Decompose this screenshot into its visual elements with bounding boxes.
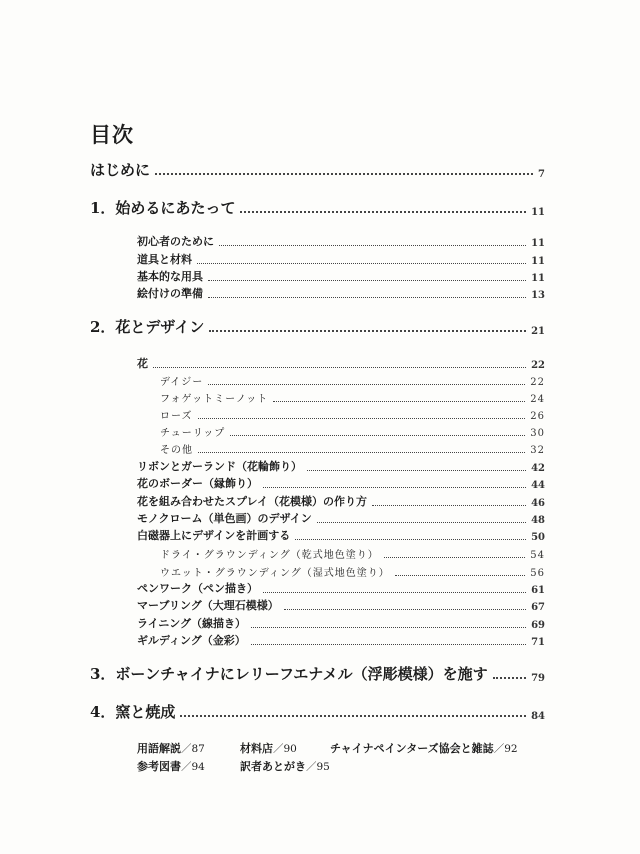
leader-dots xyxy=(251,644,526,645)
toc-entry xyxy=(137,598,545,613)
leader-dots xyxy=(180,715,526,717)
leader-dots xyxy=(273,401,525,402)
appendix-separator: ／ xyxy=(493,743,505,755)
toc-entry xyxy=(137,252,545,267)
appendix-label: チャイナペインターズ協会と雑誌 xyxy=(330,742,494,755)
entry-label: その他 xyxy=(160,445,193,456)
toc-entry xyxy=(137,511,545,526)
leader-dots xyxy=(307,470,526,471)
page-number: 26 xyxy=(530,411,545,422)
entry-label: モノクローム（単色画）のデザイン xyxy=(137,512,312,525)
appendix-entry xyxy=(137,758,205,774)
leader-dots xyxy=(384,557,526,558)
page-number: 22 xyxy=(530,377,545,388)
toc-entry xyxy=(137,286,545,301)
page-number: 11 xyxy=(531,238,545,249)
toc-entry-intro xyxy=(90,160,545,180)
appendix-page: 87 xyxy=(191,743,205,755)
appendix-entry xyxy=(330,740,518,756)
page-number: 24 xyxy=(530,394,545,405)
entry-label: ドライ・グラウンディング（乾式地色塗り） xyxy=(160,550,379,561)
leader-dots xyxy=(197,263,526,264)
leader-dots xyxy=(251,627,526,628)
toc-entry xyxy=(137,581,545,596)
page-number: 54 xyxy=(530,550,545,561)
chapter-label: 3．ボーンチャイナにレリーフエナメル（浮彫模様）を施す xyxy=(90,665,488,683)
toc-entry xyxy=(137,476,545,491)
page-number: 71 xyxy=(531,637,545,648)
toc-subentry xyxy=(160,441,545,456)
chapter-label: 4．窯と焼成 xyxy=(90,703,176,721)
toc-chapter-3 xyxy=(90,664,545,684)
leader-dots xyxy=(155,173,533,175)
page-number: 42 xyxy=(531,463,545,474)
toc-entry xyxy=(137,633,545,648)
appendix-separator: ／ xyxy=(181,761,192,773)
appendix-page: 92 xyxy=(504,743,518,755)
entry-label: チューリップ xyxy=(160,428,226,439)
appendix-page: 94 xyxy=(191,761,205,773)
toc-subentry xyxy=(160,564,545,579)
page-number: 11 xyxy=(531,256,545,267)
leader-dots xyxy=(208,384,525,385)
page-number: 84 xyxy=(531,711,545,722)
leader-dots xyxy=(209,330,526,332)
toc-entry xyxy=(137,616,545,631)
toc-entry xyxy=(137,234,545,249)
page-number: 22 xyxy=(531,360,545,371)
page-number: 79 xyxy=(531,673,545,684)
toc-subentry xyxy=(160,546,545,561)
leader-dots xyxy=(372,505,526,506)
entry-label: 道具と材料 xyxy=(137,253,192,266)
appendix-separator: ／ xyxy=(273,743,284,755)
entry-label: 初心者のために xyxy=(137,235,214,248)
leader-dots xyxy=(493,677,526,679)
page-number: 48 xyxy=(531,515,545,526)
page-number: 11 xyxy=(531,207,545,218)
leader-dots xyxy=(208,297,526,298)
entry-label: 白磁器上にデザインを計画する xyxy=(137,529,291,542)
leader-dots xyxy=(153,367,526,368)
entry-label: 花を組み合わせたスプレイ（花模様）の作り方 xyxy=(137,495,368,508)
leader-dots xyxy=(263,487,526,488)
entry-label: はじめに xyxy=(90,161,151,179)
page-number: 44 xyxy=(531,480,545,491)
entry-label: フォゲットミーノット xyxy=(160,394,269,405)
page-number: 13 xyxy=(531,290,545,301)
toc-entry xyxy=(137,269,545,284)
toc-entry xyxy=(137,528,545,543)
appendix-separator: ／ xyxy=(306,761,317,773)
appendix-label: 用語解説 xyxy=(137,742,181,755)
entry-label: マーブリング（大理石模様） xyxy=(137,599,279,612)
page-number: 56 xyxy=(530,568,545,579)
leader-dots xyxy=(198,452,525,453)
page-number: 21 xyxy=(531,326,545,337)
toc-subentry xyxy=(160,407,545,422)
toc-subentry xyxy=(160,390,545,405)
entry-label: ペンワーク（ペン描き） xyxy=(137,582,258,595)
appendix-page: 90 xyxy=(283,743,297,755)
page-number: 46 xyxy=(531,498,545,509)
toc-chapter-2 xyxy=(90,317,545,337)
leader-dots xyxy=(284,609,526,610)
entry-label: ローズ xyxy=(160,411,193,422)
toc-subentry xyxy=(160,373,545,388)
appendix-label: 参考図書 xyxy=(137,760,181,773)
toc-chapter-4 xyxy=(90,702,545,722)
leader-dots xyxy=(295,539,526,540)
page-number: 11 xyxy=(531,273,545,284)
toc-subentry xyxy=(160,424,545,439)
leader-dots xyxy=(240,211,526,213)
page-number: 32 xyxy=(530,445,545,456)
page-number: 7 xyxy=(538,169,545,180)
entry-label: ライニング（線描き） xyxy=(137,617,247,630)
leader-dots xyxy=(208,280,526,281)
entry-label: 絵付けの準備 xyxy=(137,287,203,300)
page-number: 67 xyxy=(531,602,545,613)
leader-dots xyxy=(219,245,526,246)
appendix-page: 95 xyxy=(316,761,330,773)
page-number: 50 xyxy=(531,532,545,543)
leader-dots xyxy=(317,522,526,523)
appendix-entry xyxy=(137,740,205,756)
entry-label: リボンとガーランド（花輪飾り） xyxy=(137,460,302,473)
appendix-entry xyxy=(240,740,297,756)
toc-entry xyxy=(137,356,545,371)
appendix-label: 材料店 xyxy=(240,742,273,755)
appendix-label: 訳者あとがき xyxy=(240,760,306,773)
appendix-separator: ／ xyxy=(181,743,192,755)
leader-dots xyxy=(230,435,525,436)
entry-label: デイジー xyxy=(160,377,204,388)
leader-dots xyxy=(395,575,525,576)
entry-label: 花のボーダー（縁飾り） xyxy=(137,477,258,490)
entry-label: ウエット・グラウンディング（湿式地色塗り） xyxy=(160,568,390,579)
toc-entry xyxy=(137,494,545,509)
page-number: 69 xyxy=(531,620,545,631)
leader-dots xyxy=(198,418,526,419)
entry-label: ギルディング（金彩） xyxy=(137,634,246,647)
chapter-label: 1．始めるにあたって xyxy=(90,199,236,217)
toc-entry xyxy=(137,459,545,474)
toc-chapter-1 xyxy=(90,198,545,218)
toc-title: 目次 xyxy=(90,122,134,147)
entry-label: 基本的な用具 xyxy=(137,270,203,283)
page-number: 30 xyxy=(530,428,545,439)
page-number: 61 xyxy=(531,585,545,596)
chapter-label: 2．花とデザイン xyxy=(90,318,205,336)
appendix-entry xyxy=(240,758,330,774)
entry-label: 花 xyxy=(137,357,148,370)
leader-dots xyxy=(263,592,526,593)
